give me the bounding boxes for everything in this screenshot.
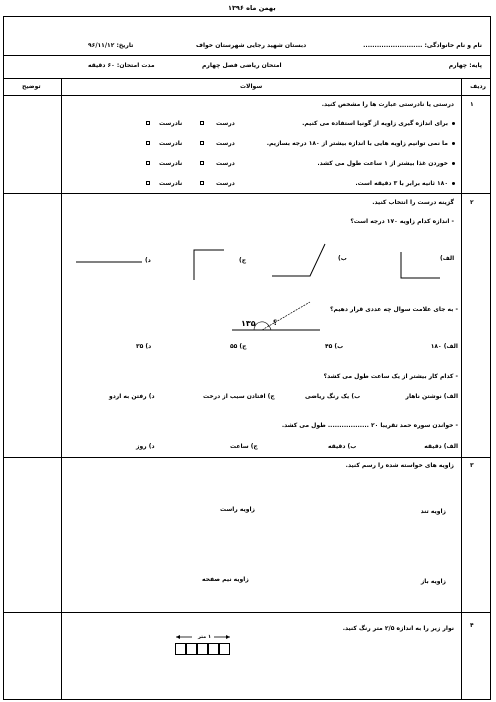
bullet-icon [452, 122, 455, 125]
table-top-line [3, 78, 491, 79]
true-label: درست [216, 140, 235, 147]
exam-date: تاریخ: ۹۶/۱۱/۱۲ [88, 42, 134, 49]
q2-number: ۲ [470, 199, 474, 206]
q3-number: ۳ [470, 462, 474, 469]
q4-instruction: نوار زیر را به اندازه ۲/۵ متر رنگ کنید. [342, 625, 454, 632]
q2-instruction: گزینه درست را انتخاب کنید. [372, 199, 454, 206]
false-checkbox[interactable] [146, 161, 150, 165]
q2a-option-c[interactable]: ج) [239, 257, 247, 264]
angle-a-figure [401, 252, 440, 278]
q2a-option-d[interactable]: د) [145, 257, 151, 264]
student-name-field[interactable]: نام و نام خانوادگی: .......................... [363, 42, 482, 49]
false-label: نادرست [159, 160, 183, 167]
true-checkbox[interactable] [200, 121, 204, 125]
exam-title: امتحان ریاضی فصل چهارم [202, 62, 282, 69]
q2b-angle-label: ۱۳۵ [241, 319, 256, 328]
q2c-option-a[interactable]: الف) نوشتن ناهار [405, 393, 458, 400]
q2d-option-a[interactable]: الف) دقیقه [424, 443, 458, 450]
angle-b-figure [272, 244, 325, 276]
false-label: نادرست [159, 120, 183, 127]
true-checkbox[interactable] [200, 181, 204, 185]
q2d-option-c[interactable]: ج) ساعت [230, 443, 258, 450]
false-label: نادرست [159, 180, 183, 187]
q2a-option-b[interactable]: ب) [338, 255, 347, 262]
q2d-option-d[interactable]: د) روز [136, 443, 155, 450]
q2c-option-c[interactable]: ج) افتادن سیب از درخت [203, 393, 275, 400]
true-checkbox[interactable] [200, 141, 204, 145]
q3-label-obtuse: زاویه باز [420, 578, 446, 585]
q1-item-text: ما نمی توانیم زاویه هایی با اندازه بیشتر از ۱۸۰ درجه بسازیم. [266, 140, 448, 147]
section-line-2 [3, 457, 491, 458]
q2b-option-d[interactable]: د) ۳۵ [136, 343, 152, 350]
q2b-unknown-mark: ؟ [273, 319, 278, 327]
exam-duration: مدت امتحان: ۶۰ دقیقه [88, 62, 155, 69]
q2b-straight-angle-figure [228, 298, 324, 336]
bullet-icon [452, 182, 455, 185]
strip-cell[interactable] [219, 643, 230, 655]
notes-column-header: توضیح [22, 83, 41, 90]
q3-label-right: زاویه راست [220, 506, 255, 513]
meter-bar-label: ۱ متر [198, 634, 212, 640]
q1-item-text: خوردن غذا بیشتر از ۱ ساعت طول می کشد. [317, 160, 448, 167]
q2a-angle-figures [60, 236, 460, 286]
q2b-option-b[interactable]: ب) ۴۵ [325, 343, 344, 350]
false-checkbox[interactable] [146, 121, 150, 125]
q2b-option-a[interactable]: الف) ۱۸۰ [430, 343, 458, 350]
q2d-question: - خواندن سوره حمد تقریبا ۲۰ .................. طول می کشد. [281, 422, 458, 429]
q2d-option-b[interactable]: ب) دقیقه [328, 443, 357, 450]
true-label: درست [216, 160, 235, 167]
q2c-option-d[interactable]: د) رفتن به اردو [109, 393, 155, 400]
q1-number: ۱ [470, 101, 474, 108]
q3-label-acute: زاویه تند [420, 508, 446, 515]
angle-c-figure [194, 250, 224, 280]
notes-column-line [61, 78, 62, 700]
bullet-icon [452, 162, 455, 165]
section-line-3 [3, 612, 491, 613]
q4-number: ۴ [470, 622, 474, 629]
month-year: بهمن ماه ۱۳۹۶ [228, 4, 276, 12]
q2c-option-b[interactable]: ب) یک رنگ ریاضی [305, 393, 361, 400]
exam-frame [3, 16, 491, 700]
meter-strip [175, 643, 231, 655]
q2b-option-c[interactable]: ج) ۵۵ [230, 343, 247, 350]
strip-cell[interactable] [208, 643, 219, 655]
table-header-line [3, 95, 491, 96]
grade-label: پایه: چهارم [448, 62, 482, 69]
bullet-icon [452, 142, 455, 145]
q1-item-text: برای اندازه گیری زاویه از گونیا استفاده می کنیم. [302, 120, 448, 127]
q2a-option-a[interactable]: الف) [440, 255, 455, 262]
q2b-question: - به جای علامت سوال چه عددی قرار دهیم؟ [330, 306, 458, 313]
header-divider [3, 55, 491, 56]
false-label: نادرست [159, 140, 183, 147]
section-line-1 [3, 193, 491, 194]
true-label: درست [216, 180, 235, 187]
row-column-line [461, 78, 462, 700]
q2c-question: - کدام کار بیشتر از یک ساعت طول می کشد؟ [323, 373, 458, 380]
questions-column-header: سوالات [240, 83, 263, 90]
q2a-question: - اندازه کدام زاویه ۱۷۰ درجه است؟ [350, 218, 454, 225]
true-checkbox[interactable] [200, 161, 204, 165]
false-checkbox[interactable] [146, 141, 150, 145]
strip-cell[interactable] [197, 643, 208, 655]
q3-label-straight: زاویه نیم صفحه [202, 576, 249, 583]
false-checkbox[interactable] [146, 181, 150, 185]
true-label: درست [216, 120, 235, 127]
strip-cell[interactable] [186, 643, 197, 655]
strip-cell[interactable] [175, 643, 186, 655]
q1-item-text: ۱۸۰ ثانیه برابر با ۳ دقیقه است. [355, 180, 448, 187]
q3-instruction: زاویه های خواسته شده را رسم کنید. [345, 462, 454, 469]
q1-instruction: درستی یا نادرستی عبارت ها را مشخص کنید. [321, 101, 454, 108]
row-column-header: ردیف [470, 83, 486, 90]
school-name: دبستان شهید رجایی شهرستان خواف [196, 42, 307, 49]
